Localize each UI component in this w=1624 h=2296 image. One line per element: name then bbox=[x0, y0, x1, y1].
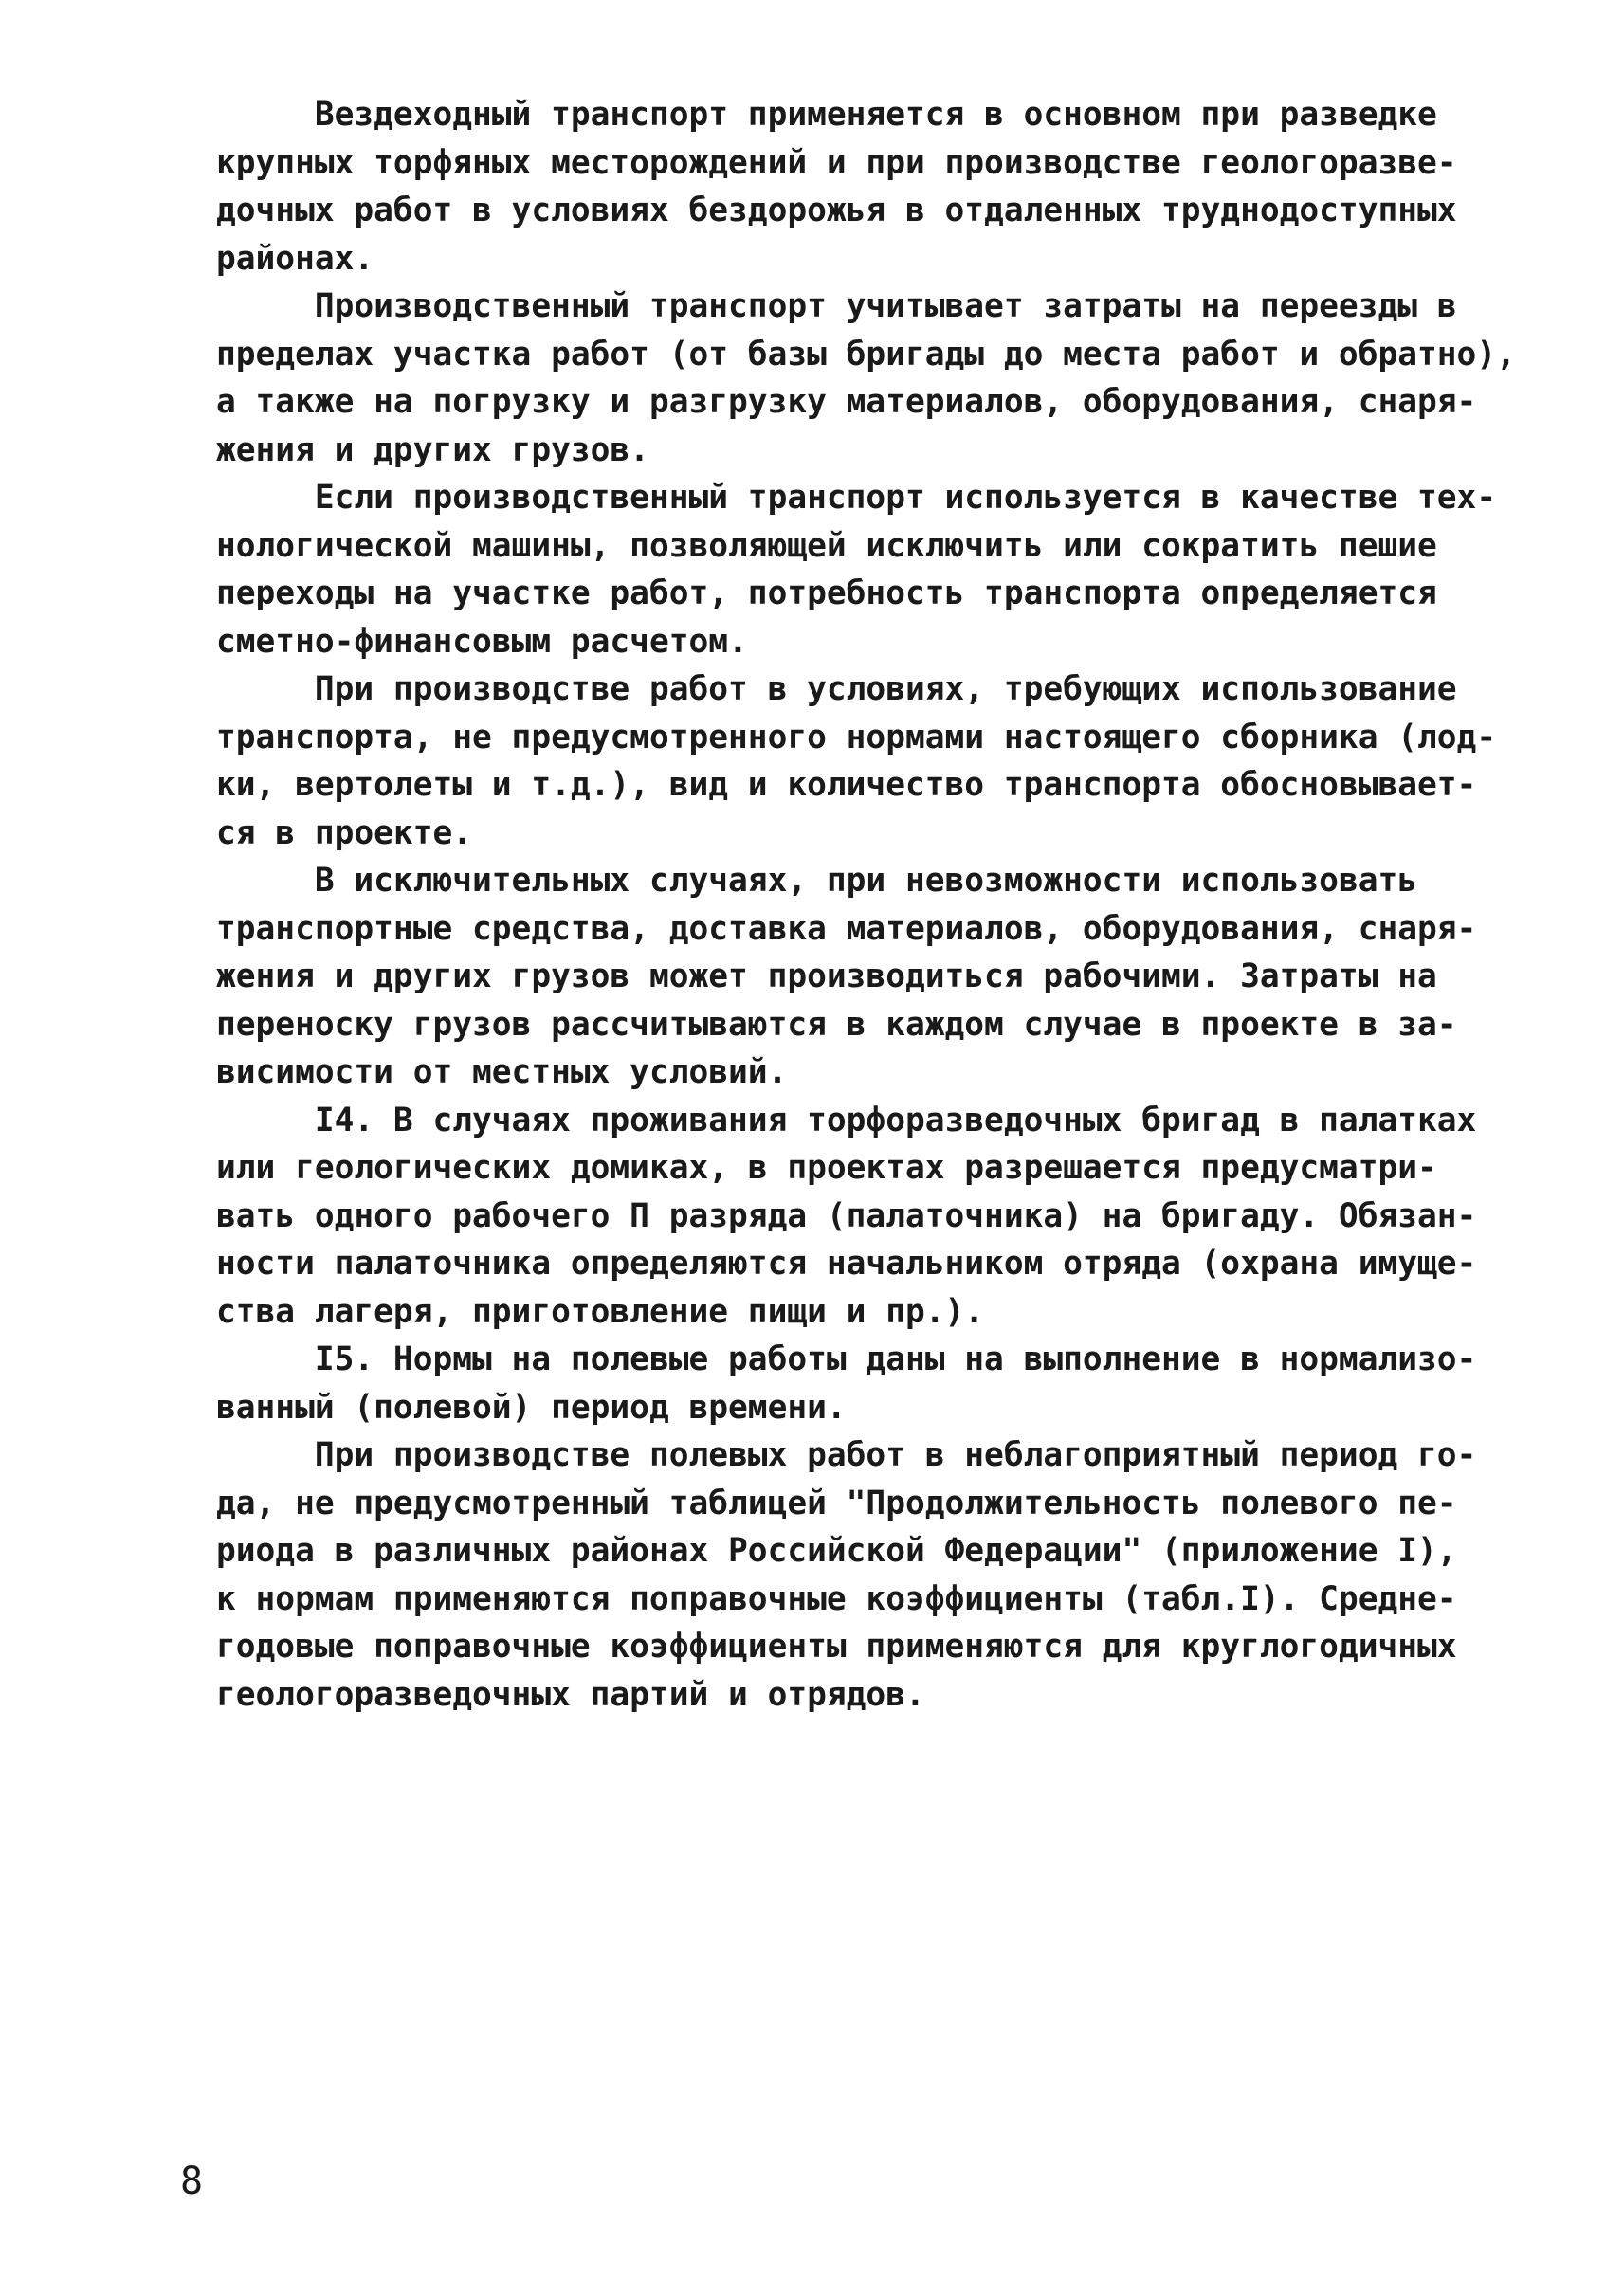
text-line: транспортные средства, доставка материалов, оборудования, снаря- bbox=[216, 909, 1477, 948]
body-text bbox=[216, 91, 1516, 1719]
text-line: геологоразведочных партий и отрядов. bbox=[216, 1675, 925, 1714]
text-line: дочных работ в условиях бездорожья в отдаленных труднодоступных bbox=[216, 191, 1457, 229]
text-line: годовые поправочные коэффициенты применяются для круглогодичных bbox=[216, 1628, 1457, 1666]
text-line: жения и других грузов. bbox=[216, 430, 649, 469]
text-line: ства лагеря, приготовление пищи и пр.). bbox=[216, 1292, 985, 1331]
text-line: висимости от местных условий. bbox=[216, 1053, 788, 1091]
text-line: При производстве полевых работ в неблагоприятный период го- bbox=[216, 1436, 1477, 1474]
text-line: нологической машины, позволяющей исключить или сократить пешие bbox=[216, 526, 1437, 565]
text-line: сметно-финансовым расчетом. bbox=[216, 622, 748, 661]
text-line: Если производственный транспорт используется в качестве тех- bbox=[216, 479, 1497, 517]
text-line: районах. bbox=[216, 239, 374, 278]
text-line: а также на погрузку и разгрузку материалов, оборудования, снаря- bbox=[216, 383, 1477, 421]
text-line: ности палаточника определяются начальником отряда (охрана имуще- bbox=[216, 1245, 1477, 1283]
text-line: Вездеходный транспорт применяется в основном при разведке bbox=[216, 96, 1437, 134]
text-line: к нормам применяются поправочные коэффициенты (табл.I). Средне- bbox=[216, 1579, 1457, 1618]
text-line: ки, вертолеты и т.д.), вид и количество транспорта обосновывает- bbox=[216, 766, 1477, 804]
text-line: ся в проекте. bbox=[216, 813, 473, 852]
text-line: переноску грузов рассчитываются в каждом случае в проекте в за- bbox=[216, 1005, 1457, 1044]
text-line: В исключительных случаях, при невозможности использовать bbox=[216, 862, 1418, 900]
text-line: При производстве работ в условиях, требующих использование bbox=[216, 670, 1457, 708]
page-number: 8 bbox=[180, 2159, 204, 2203]
text-line: вать одного рабочего П разряда (палаточника) на бригаду. Обязан- bbox=[216, 1196, 1477, 1235]
text-line: или геологических домиках, в проектах разрешается предусматри- bbox=[216, 1149, 1437, 1187]
text-line: крупных торфяных месторождений и при производстве геологоразве- bbox=[216, 143, 1457, 182]
text-line: ванный (полевой) период времени. bbox=[216, 1388, 847, 1427]
text-line: I5. Нормы на полевые работы даны на выполнение в нормализо- bbox=[216, 1340, 1477, 1378]
text-line: пределах участка работ (от базы бригады до места работ и обратно), bbox=[216, 335, 1516, 374]
text-line: транспорта, не предусмотренного нормами настоящего сборника (лод- bbox=[216, 718, 1497, 756]
text-line: риода в различных районах Российской Федерации" (приложение I), bbox=[216, 1532, 1457, 1570]
text-line: переходы на участке работ, потребность транспорта определяется bbox=[216, 574, 1437, 612]
text-line: жения и других грузов может производиться рабочими. Затраты на bbox=[216, 957, 1437, 995]
text-line: да, не предусмотренный таблицей "Продолжительность полевого пе- bbox=[216, 1484, 1457, 1522]
text-line: I4. В случаях проживания торфоразведочных бригад в палатках bbox=[216, 1101, 1477, 1139]
text-line: Производственный транспорт учитывает затраты на переезды в bbox=[216, 287, 1457, 325]
